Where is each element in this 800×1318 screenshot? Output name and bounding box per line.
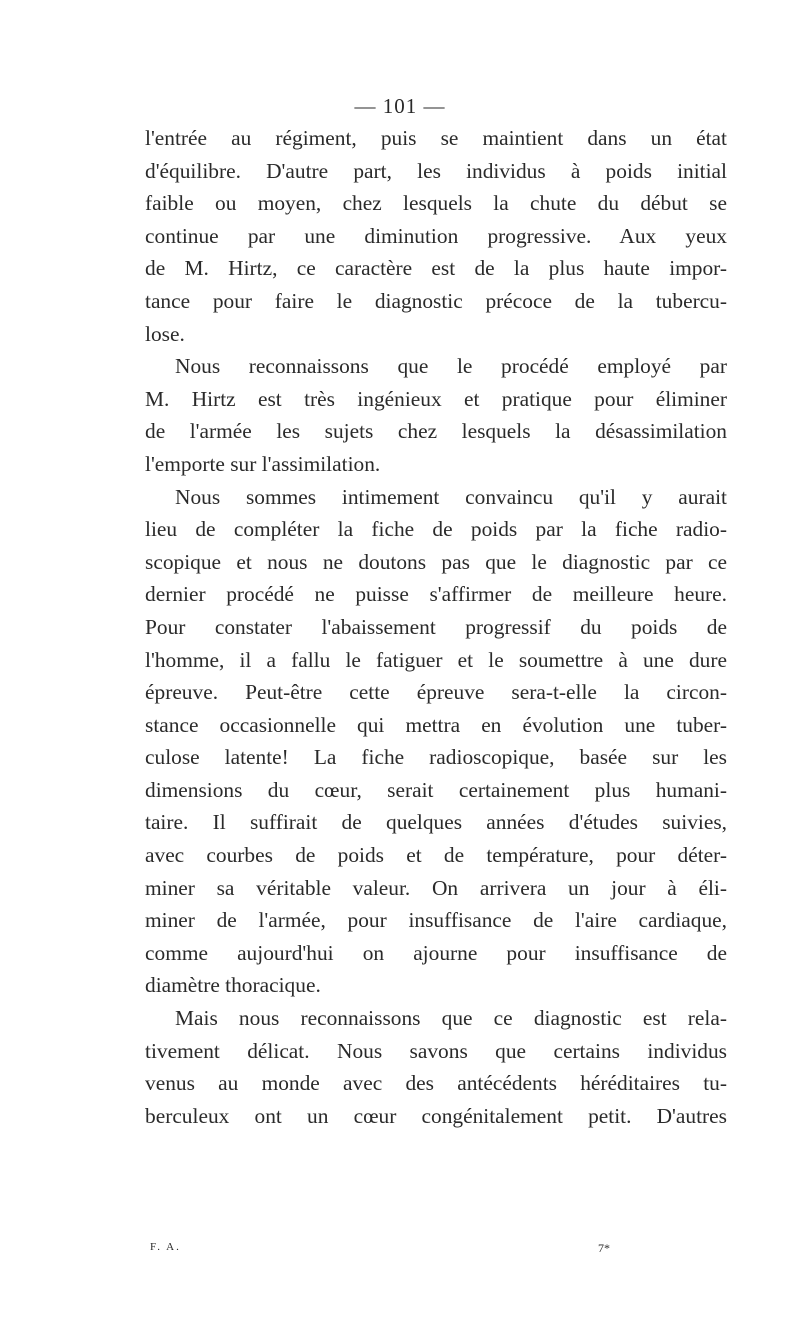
text-line: Nous sommes intimement convaincu qu'il y aurait (175, 484, 727, 509)
text-line: continue par une diminution progressive. Aux yeux (145, 223, 727, 248)
text-line: miner sa véritable valeur. On arrivera un jour à éli- (145, 875, 727, 900)
text-line: dimensions du cœur, serait certainement plus humani- (145, 777, 727, 802)
text-line: l'homme, il a fallu le fatiguer et le soumettre à une dure (145, 647, 727, 672)
text-line: avec courbes de poids et de température, pour déter- (145, 843, 727, 868)
page-number: — 101 — (354, 94, 446, 118)
text-line: l'entrée au régiment, puis se maintient dans un état (145, 126, 727, 150)
signature-mark: F. A. (150, 1241, 181, 1253)
text-line: dernier procédé ne puisse s'affirmer de meilleure heure. (145, 582, 727, 607)
text-line: berculeux ont un cœur congénitalement petit. D'autres (145, 1103, 727, 1128)
text-line: Nous reconnaissons que le procédé employé par (175, 354, 727, 379)
text-line: Mais nous reconnaissons que ce diagnostic est rela- (175, 1006, 727, 1031)
text-line: lieu de compléter la fiche de poids par la fiche radio- (145, 517, 727, 542)
signature-number: 7* (598, 1241, 610, 1255)
body-text (145, 122, 727, 1132)
text-line: M. Hirtz est très ingénieux et pratique pour éliminer (145, 386, 727, 411)
text-line: diamètre thoracique. (145, 973, 321, 998)
text-line: épreuve. Peut-être cette épreuve sera-t-elle la circon- (145, 680, 727, 705)
text-line: de l'armée les sujets chez lesquels la désassimilation (145, 419, 727, 444)
text-line: taire. Il suffirait de quelques années d'études suivies, (145, 810, 727, 835)
text-line: miner de l'armée, pour insuffisance de l'aire cardiaque, (145, 908, 727, 933)
text-line: lose. (145, 321, 185, 346)
text-line: comme aujourd'hui on ajourne pour insuffisance de (145, 940, 727, 965)
text-line: tance pour faire le diagnostic précoce de la tubercu- (145, 288, 727, 313)
text-line: faible ou moyen, chez lesquels la chute du début se (145, 191, 727, 216)
text-line: de M. Hirtz, ce caractère est de la plus haute impor- (145, 256, 727, 281)
text-line: scopique et nous ne doutons pas que le diagnostic par ce (145, 549, 727, 574)
text-line: stance occasionnelle qui mettra en évolution une tuber- (145, 712, 727, 737)
text-line: l'emporte sur l'assimilation. (145, 451, 381, 476)
text-line: venus au monde avec des antécédents héréditaires tu- (145, 1071, 727, 1096)
text-line: Pour constater l'abaissement progressif du poids de (145, 614, 727, 639)
text-line: d'équilibre. D'autre part, les individus à poids initial (145, 158, 727, 183)
text-line: tivement délicat. Nous savons que certains individus (145, 1038, 727, 1063)
text-line: culose latente! La fiche radioscopique, basée sur les (145, 745, 727, 770)
